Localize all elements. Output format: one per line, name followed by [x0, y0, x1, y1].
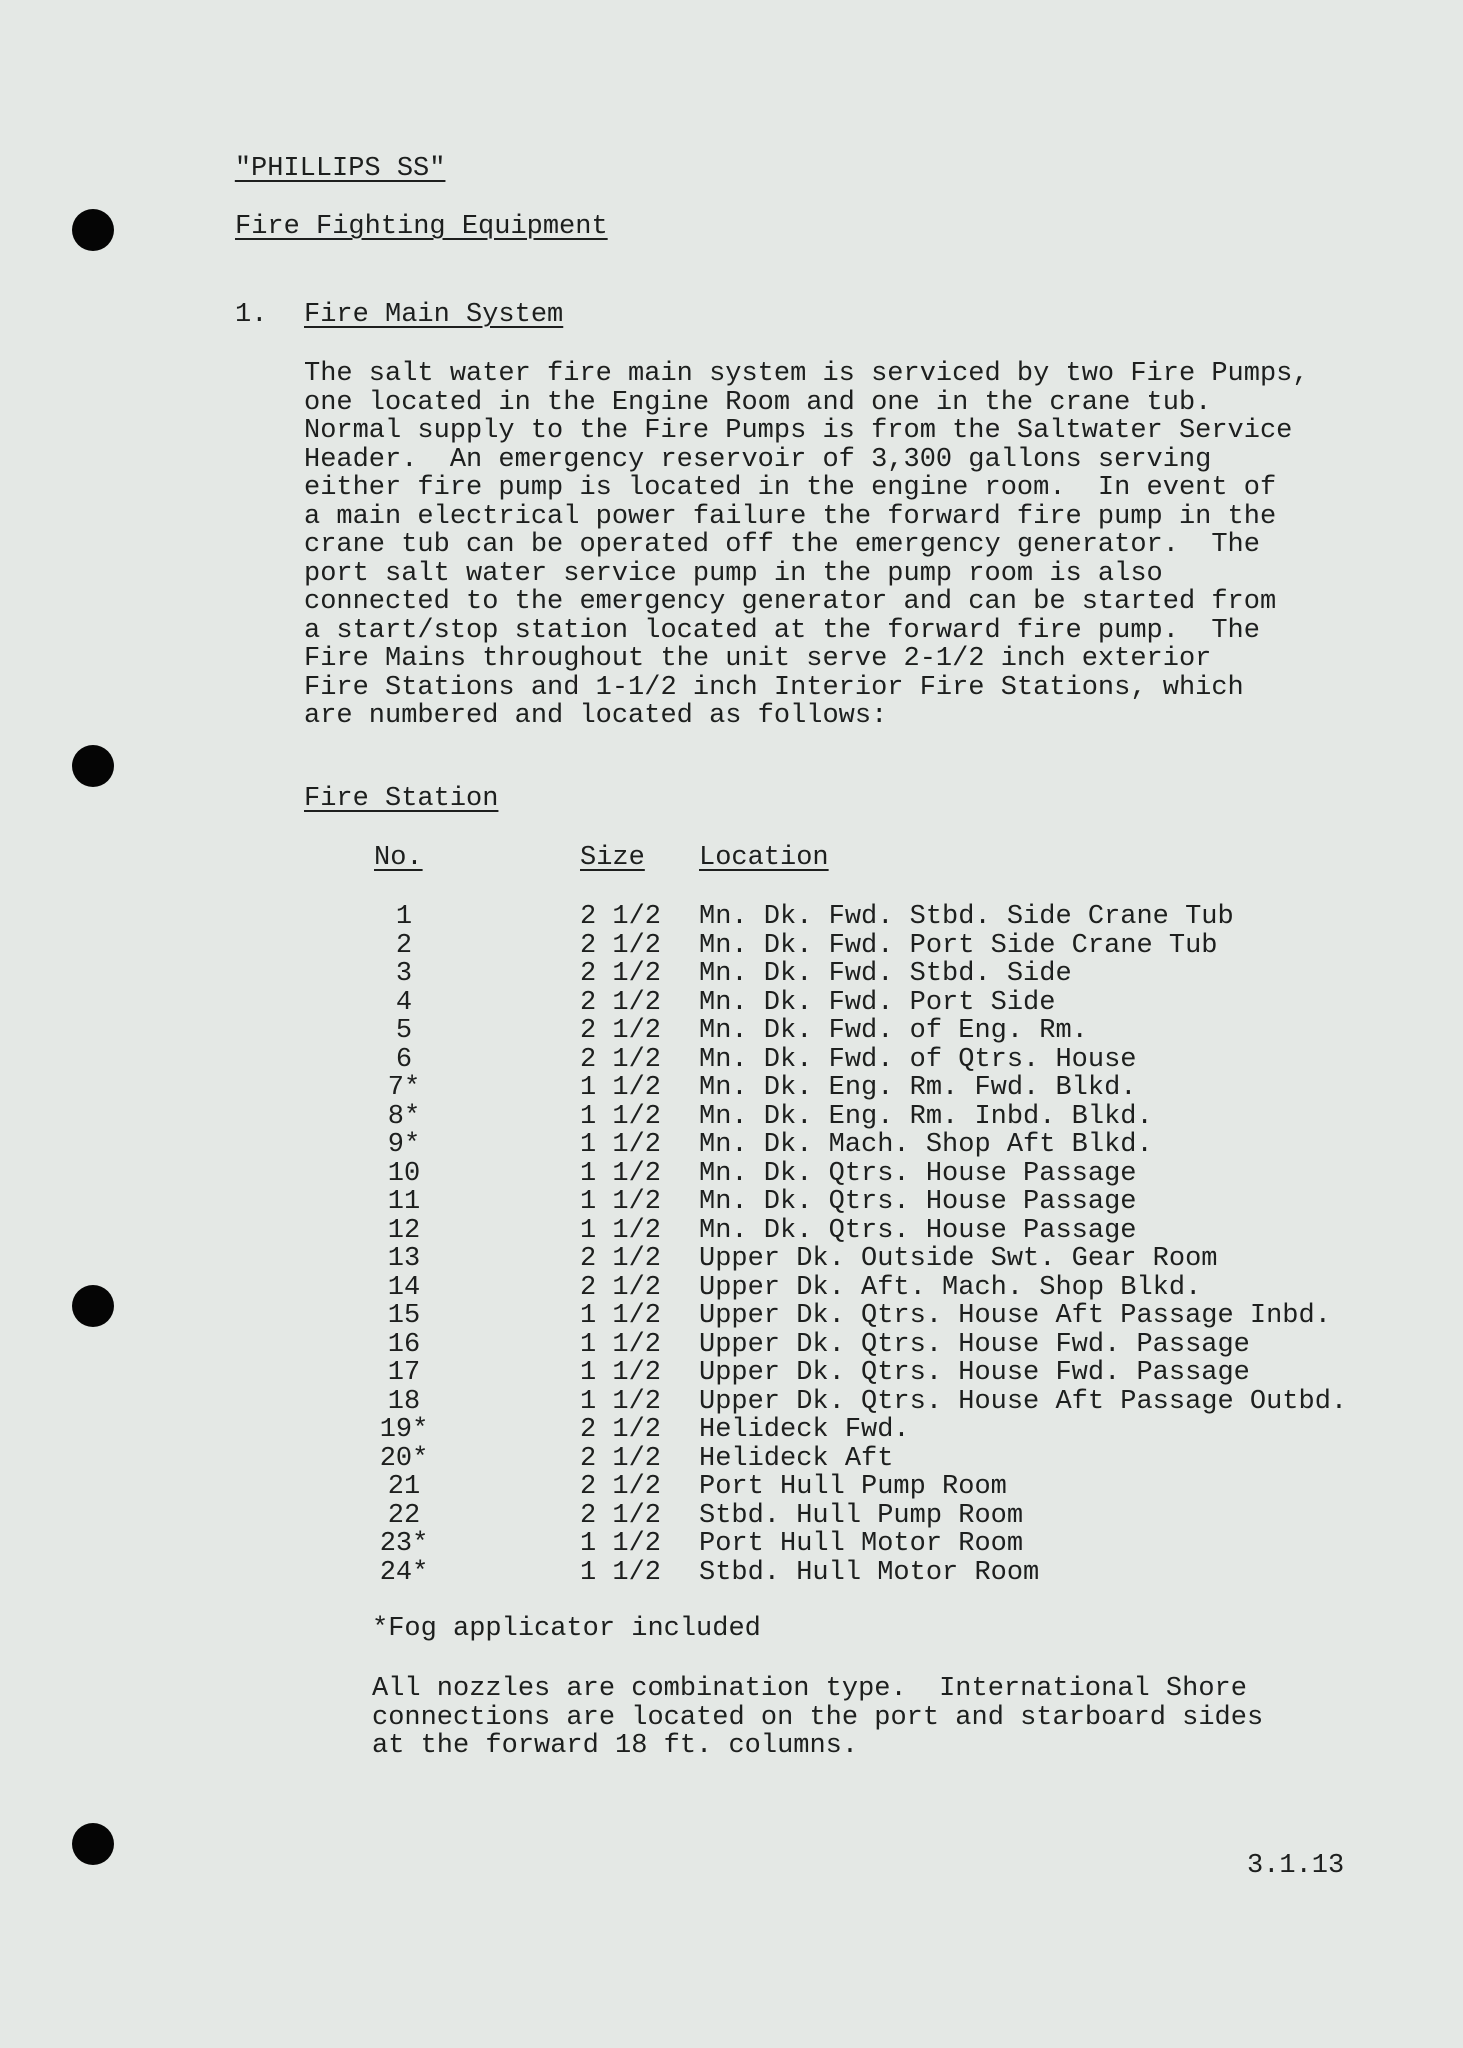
station-number: 1: [395, 902, 413, 932]
station-location: Helideck Aft: [699, 1443, 894, 1474]
body-line: one located in the Engine Room and one in the crane tub.: [304, 387, 1212, 418]
body-line: either fire pump is located in the engine room. In event of: [304, 473, 1277, 503]
station-number: 11: [387, 1187, 421, 1217]
station-location: Port Hull Pump Room: [699, 1472, 1007, 1502]
station-location: Mn. Dk. Qtrs. House Passage: [699, 1215, 1137, 1246]
table-row: [0, 1502, 1463, 1531]
station-size: 1 1/2: [580, 1073, 662, 1103]
station-number: 24*: [379, 1557, 429, 1588]
table-row: [0, 1274, 1463, 1303]
table-row: [0, 903, 1463, 932]
station-location: Upper Dk. Qtrs. House Fwd. Passage: [699, 1358, 1250, 1388]
table-row: [0, 1074, 1463, 1103]
station-location: Upper Dk. Qtrs. House Aft Passage Outbd.: [699, 1386, 1348, 1417]
table-row: [0, 1046, 1463, 1075]
table-row: [0, 1217, 1463, 1246]
station-number: 12: [387, 1215, 421, 1246]
station-size: 2 1/2: [580, 1500, 662, 1531]
station-location: Mn. Dk. Fwd. of Qtrs. House: [699, 1044, 1137, 1075]
station-size: 2 1/2: [580, 1044, 662, 1075]
station-size: 2 1/2: [580, 902, 662, 932]
column-header-size: Size: [580, 843, 645, 873]
station-number: 2: [395, 930, 413, 961]
station-number: 15: [387, 1301, 421, 1331]
table-row: [0, 1302, 1463, 1331]
table-row: [0, 1559, 1463, 1588]
station-size: 1 1/2: [580, 1386, 662, 1417]
station-location: Upper Dk. Qtrs. House Fwd. Passage: [699, 1329, 1250, 1360]
fire-station-heading: Fire Station: [304, 784, 499, 814]
fire-station-table: [0, 903, 1463, 1587]
station-location: Helideck Fwd.: [699, 1415, 910, 1445]
subsection-number: 1.: [235, 300, 268, 330]
closing-paragraph: [372, 1675, 1463, 1761]
station-number: 16: [387, 1329, 421, 1360]
fire-main-description: [304, 360, 1424, 731]
station-number: 3: [395, 959, 413, 989]
station-location: Stbd. Hull Motor Room: [699, 1557, 1040, 1588]
station-size: 2 1/2: [580, 1443, 662, 1474]
station-number: 21: [387, 1472, 421, 1502]
table-row: [0, 1017, 1463, 1046]
station-size: 1 1/2: [580, 1101, 662, 1132]
vessel-title: "PHILLIPS SS": [234, 153, 446, 184]
station-size: 1 1/2: [580, 1215, 662, 1246]
table-row: [0, 989, 1463, 1018]
station-size: 2 1/2: [580, 959, 662, 989]
body-line: Fire Mains throughout the unit serve 2-1/2 inch exterior: [304, 644, 1212, 674]
station-location: Mn. Dk. Qtrs. House Passage: [699, 1187, 1137, 1217]
station-number: 19*: [379, 1415, 429, 1445]
station-number: 5: [395, 1016, 413, 1046]
body-line: Fire Stations and 1-1/2 inch Interior Fire Stations, which: [304, 672, 1244, 703]
body-line: Normal supply to the Fire Pumps is from the Saltwater Service: [304, 416, 1293, 446]
station-location: Mn. Dk. Fwd. of Eng. Rm.: [699, 1016, 1088, 1046]
body-line: crane tub can be operated off the emergency generator. The: [304, 530, 1260, 560]
station-location: Upper Dk. Aft. Mach. Shop Blkd.: [699, 1272, 1202, 1303]
station-size: 2 1/2: [580, 1244, 662, 1274]
station-size: 2 1/2: [580, 1415, 662, 1445]
station-number: 7*: [387, 1073, 421, 1103]
station-number: 17: [387, 1358, 421, 1388]
station-location: Mn. Dk. Fwd. Port Side Crane Tub: [699, 930, 1218, 961]
section-title: Fire Fighting Equipment: [235, 212, 608, 242]
closing-line: connections are located on the port and starboard sides: [372, 1702, 1264, 1733]
closing-line: All nozzles are combination type. International Shore: [372, 1674, 1247, 1704]
station-location: Upper Dk. Outside Swt. Gear Room: [699, 1244, 1218, 1274]
station-size: 2 1/2: [580, 930, 662, 961]
subsection-title: Fire Main System: [304, 300, 564, 330]
table-row: [0, 1188, 1463, 1217]
body-line: are numbered and located as follows:: [304, 701, 888, 731]
table-row: [0, 1359, 1463, 1388]
station-size: 1 1/2: [580, 1557, 662, 1588]
closing-line: at the forward 18 ft. columns.: [372, 1731, 859, 1761]
punch-hole-4: [72, 1823, 114, 1865]
station-number: 22: [387, 1500, 421, 1531]
table-row: [0, 1473, 1463, 1502]
station-number: 4: [395, 987, 413, 1018]
column-header-location: Location: [699, 843, 829, 873]
station-size: 1 1/2: [580, 1187, 662, 1217]
station-size: 1 1/2: [580, 1329, 662, 1360]
station-location: Mn. Dk. Mach. Shop Aft Blkd.: [699, 1130, 1153, 1160]
station-number: 6: [395, 1044, 413, 1075]
body-line: connected to the emergency generator and can be started from: [304, 587, 1277, 617]
punch-hole-2: [72, 745, 114, 787]
station-location: Mn. Dk. Fwd. Stbd. Side: [699, 959, 1072, 989]
station-location: Upper Dk. Qtrs. House Aft Passage Inbd.: [699, 1301, 1331, 1331]
body-line: a main electrical power failure the forward fire pump in the: [304, 501, 1277, 532]
table-row: [0, 1445, 1463, 1474]
table-row: [0, 1245, 1463, 1274]
station-size: 2 1/2: [580, 1472, 662, 1502]
station-location: Stbd. Hull Pump Room: [699, 1500, 1024, 1531]
table-row: [0, 960, 1463, 989]
station-location: Mn. Dk. Fwd. Port Side: [699, 987, 1056, 1018]
station-size: 2 1/2: [580, 1272, 662, 1303]
station-number: 10: [387, 1158, 421, 1189]
body-line: Header. An emergency reservoir of 3,300 gallons serving: [304, 444, 1212, 475]
station-number: 14: [387, 1272, 421, 1303]
station-location: Mn. Dk. Qtrs. House Passage: [699, 1158, 1137, 1189]
station-size: 1 1/2: [580, 1301, 662, 1331]
station-number: 9*: [387, 1130, 421, 1160]
station-location: Mn. Dk. Eng. Rm. Fwd. Blkd.: [699, 1073, 1137, 1103]
station-number: 13: [387, 1244, 421, 1274]
table-row: [0, 1530, 1463, 1559]
body-line: a start/stop station located at the forward fire pump. The: [304, 615, 1260, 646]
table-row: [0, 1416, 1463, 1445]
station-size: 1 1/2: [580, 1529, 662, 1559]
station-number: 20*: [379, 1443, 429, 1474]
station-size: 1 1/2: [580, 1358, 662, 1388]
body-line: The salt water fire main system is serviced by two Fire Pumps,: [304, 359, 1309, 389]
footnote: *Fog applicator included: [372, 1614, 761, 1644]
station-size: 2 1/2: [580, 987, 662, 1018]
table-row: [0, 1388, 1463, 1417]
table-row: [0, 1331, 1463, 1360]
station-number: 23*: [379, 1529, 429, 1559]
station-location: Port Hull Motor Room: [699, 1529, 1024, 1559]
station-size: 1 1/2: [580, 1158, 662, 1189]
page-number: 3.1.13: [1247, 1851, 1345, 1881]
table-row: [0, 1131, 1463, 1160]
table-row: [0, 932, 1463, 961]
punch-hole-1: [72, 209, 114, 251]
station-number: 18: [387, 1386, 421, 1417]
station-size: 1 1/2: [580, 1130, 662, 1160]
table-row: [0, 1160, 1463, 1189]
column-header-no: No.: [374, 843, 423, 873]
table-row: [0, 1103, 1463, 1132]
station-location: Mn. Dk. Eng. Rm. Inbd. Blkd.: [699, 1101, 1153, 1132]
body-line: port salt water service pump in the pump room is also: [304, 558, 1163, 589]
station-location: Mn. Dk. Fwd. Stbd. Side Crane Tub: [699, 902, 1234, 932]
station-size: 2 1/2: [580, 1016, 662, 1046]
station-number: 8*: [387, 1101, 421, 1132]
